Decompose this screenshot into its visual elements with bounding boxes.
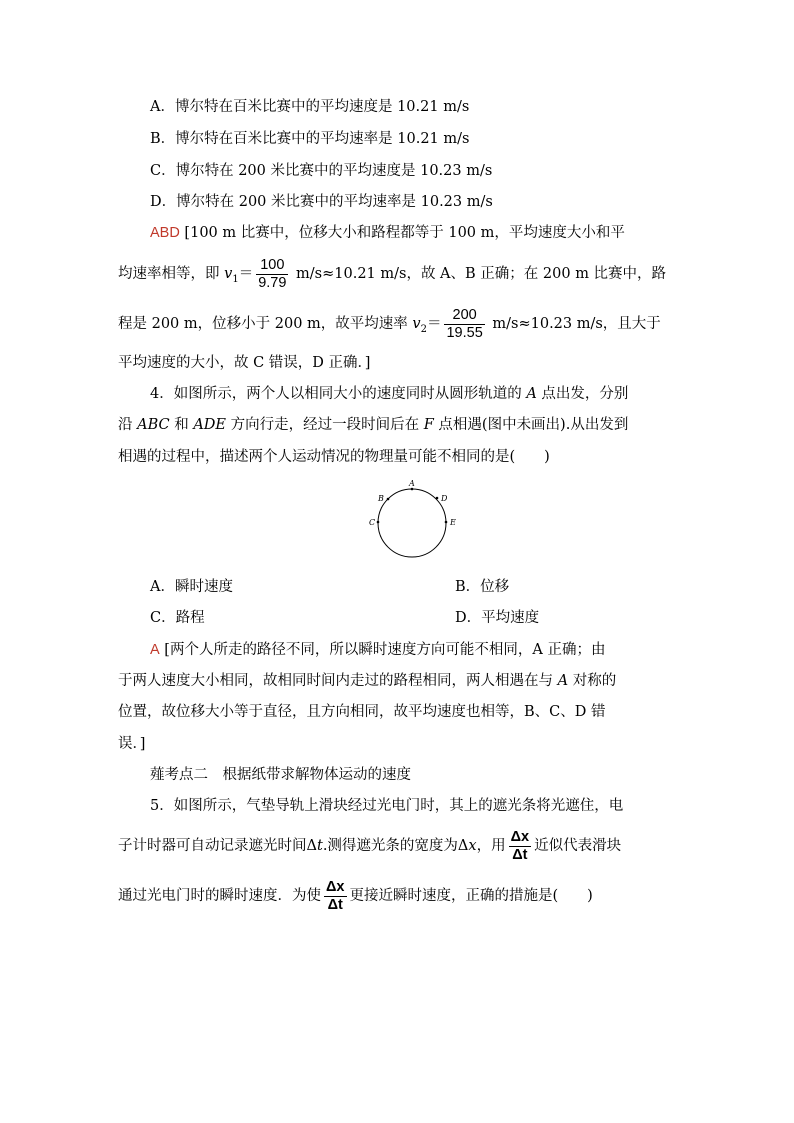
fraction-dx-dt-2: $\frac{\Delta x}{\Delta t}$: [326, 878, 345, 913]
q5-stem-line-2: 子计时器可自动记录遮光时间Δt.测得遮光条的宽度为Δx，用 $\frac{\Delta x}{\Delta t}$ 近似代表滑块: [118, 828, 622, 863]
q4-option-b: B．位移: [455, 579, 510, 595]
q3-answer-line-1: ABD [100 m 比赛中，位移大小和路程都等于 100 m，平均速度大小和平: [150, 225, 625, 241]
point-b: [387, 498, 390, 501]
label-a: A: [409, 479, 415, 488]
point-c: [377, 521, 380, 524]
point-a: [411, 488, 414, 491]
q4-option-c: C．路程: [150, 610, 205, 626]
q4-answer-line-3: 位置，故位移大小等于直径，且方向相同，故平均速度也相等，B、C、D 错: [118, 704, 606, 720]
q4-answer-line-2: 于两人速度大小相同，故相同时间内走过的路程相同，两人相遇在与 A 对称的: [118, 673, 617, 689]
q4-stem-line-1: 4．如图所示，两个人以相同大小的速度同时从圆形轨道的 A 点出发，分别: [150, 386, 629, 402]
q3-answer-line-4: 平均速度的大小，故 C 错误，D 正确．]: [118, 355, 371, 371]
point-d: [436, 497, 439, 500]
q4-option-d: D．平均速度: [455, 610, 540, 626]
q4-answer-key: A: [150, 642, 160, 658]
q4-answer-line-4: 误．]: [118, 736, 146, 752]
q3-answer-line-2: 均速率相等，即 $v_1=$ $\frac{100}{9.79}$ m/s≈10.21 m/s，故 A、B 正确；在 200 m 比赛中，路: [118, 256, 667, 291]
q3-option-a: A．博尔特在百米比赛中的平均速度是 10.21 m/s: [150, 99, 470, 115]
q4-stem-line-3: 相遇的过程中，描述两个人运动情况的物理量可能不相同的是( ): [118, 449, 550, 465]
q5-stem-line-3: 通过光电门时的瞬时速度．为使 $\frac{\Delta x}{\Delta t}$ 更接近瞬时速度，正确的措施是( ): [118, 878, 593, 913]
q3-answer-key: ABD: [150, 225, 180, 241]
fraction-v1: $\frac{100}{9.79}$: [258, 256, 287, 291]
q3-option-c: C．博尔特在 200 米比赛中的平均速度是 10.23 m/s: [150, 163, 493, 179]
q4-answer-line-1: A [两个人所走的路径不同，所以瞬时速度方向可能不相同，A 正确；由: [150, 642, 606, 658]
q3-answer-line-3: 程是 200 m，位移小于 200 m，故平均速率 $v_2=$ $\frac{200}{19.55}$ m/s≈10.23 m/s，且大于: [118, 306, 661, 341]
fraction-v2: $\frac{200}{19.55}$: [446, 306, 483, 341]
section-title: 薤考点二 根据纸带求解物体运动的速度: [150, 767, 411, 783]
q3-option-b: B．博尔特在百米比赛中的平均速率是 10.21 m/s: [150, 131, 470, 147]
label-d: D: [441, 494, 448, 503]
label-c: C: [369, 518, 376, 527]
q5-stem-line-1: 5．如图所示，气垫导轨上滑块经过光电门时，其上的遮光条将光遮住，电: [150, 798, 624, 814]
q4-stem-line-2: 沿 ABC 和 ADE 方向行走，经过一段时间后在 F 点相遇(图中未画出).从出发到: [118, 417, 629, 433]
q3-option-d: D．博尔特在 200 米比赛中的平均速率是 10.23 m/s: [150, 194, 493, 210]
circular-track-diagram: [360, 476, 470, 568]
fraction-dx-dt: $\frac{\Delta x}{\Delta t}$: [510, 828, 530, 863]
point-e: [445, 521, 448, 524]
label-b: B: [378, 494, 384, 503]
label-e: E: [450, 518, 456, 527]
q4-option-a: A．瞬时速度: [150, 579, 233, 595]
